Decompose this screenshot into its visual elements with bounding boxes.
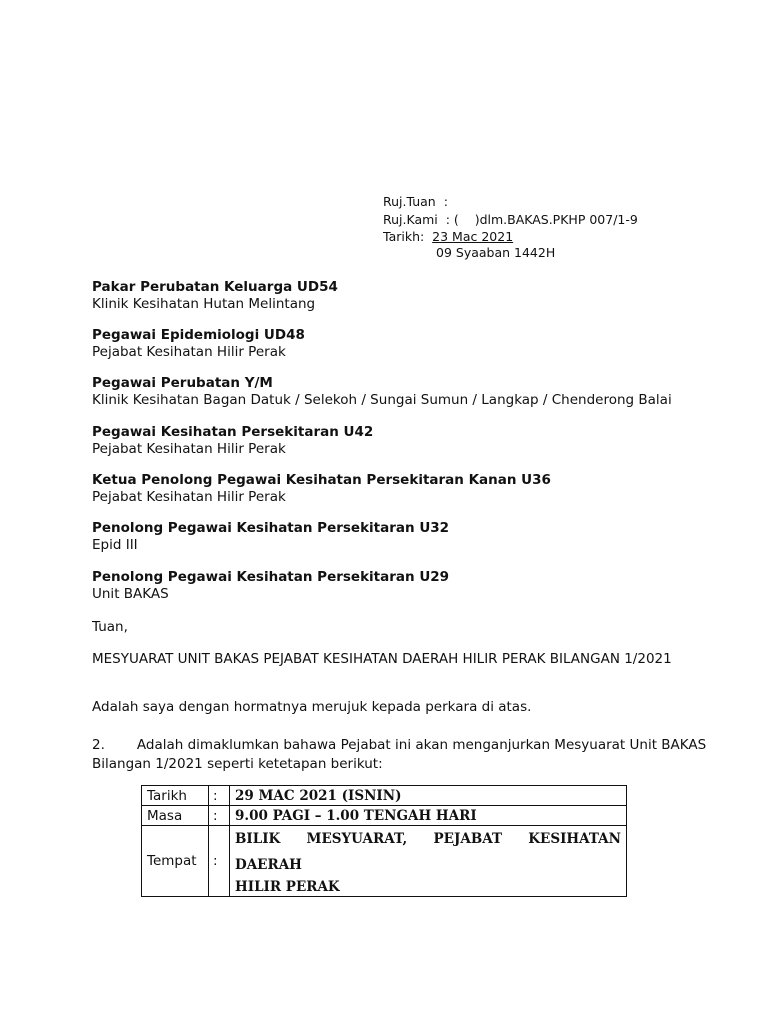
- row-label: Tempat: [142, 826, 209, 897]
- venue-line-1: BILIK MESYUARAT, PEJABAT KESIHATAN DAERAH: [235, 831, 621, 873]
- recipient-title: Pegawai Perubatan Y/M: [92, 375, 273, 391]
- recipient-7: [92, 569, 449, 603]
- row-value: 9.00 PAGI – 1.00 TENGAH HARI: [230, 806, 627, 826]
- paragraph-number: 2.: [92, 737, 105, 753]
- row-colon: :: [209, 826, 230, 897]
- venue-line-2: HILIR PERAK: [235, 879, 340, 895]
- table-row: [142, 826, 627, 897]
- ruj-tuan-line: [383, 193, 448, 211]
- tarikh-value: 23 Mac 2021: [432, 229, 514, 244]
- table-row: [142, 786, 627, 806]
- row-colon: :: [209, 806, 230, 826]
- row-label: Masa: [142, 806, 209, 826]
- row-colon: :: [209, 786, 230, 806]
- recipient-title: Penolong Pegawai Kesihatan Persekitaran U32: [92, 520, 450, 536]
- recipient-3: [92, 375, 672, 409]
- recipient-4: [92, 424, 373, 458]
- recipient-5: [92, 472, 551, 506]
- tarikh-label: Tarikh:: [383, 229, 425, 244]
- recipient-title: Pegawai Kesihatan Persekitaran U42: [92, 424, 374, 440]
- recipient-title: Penolong Pegawai Kesihatan Persekitaran U29: [92, 569, 450, 585]
- table-row: [142, 806, 627, 826]
- row-label: Tarikh: [142, 786, 209, 806]
- recipient-place: Klinik Kesihatan Hutan Melintang: [92, 296, 316, 312]
- recipient-6: [92, 520, 449, 554]
- recipient-place: Pejabat Kesihatan Hilir Perak: [92, 489, 286, 505]
- row-value: [230, 826, 627, 897]
- paragraph-1: Adalah saya dengan hormatnya merujuk kepada perkara di atas.: [92, 699, 532, 715]
- ruj-tuan-label: Ruj.Tuan: [383, 194, 436, 209]
- paragraph-2-text: Adalah dimaklumkan bahawa Pejabat ini akan menganjurkan Mesyuarat Unit BAKAS: [136, 737, 707, 753]
- paragraph-2-line-1: [92, 735, 706, 755]
- recipient-title: Pegawai Epidemiologi UD48: [92, 327, 305, 343]
- ruj-kami-label: Ruj.Kami: [383, 212, 438, 227]
- subject-heading: MESYUARAT UNIT BAKAS PEJABAT KESIHATAN DAERAH HILIR PERAK BILANGAN 1/2021: [92, 651, 672, 667]
- recipient-title: Ketua Penolong Pegawai Kesihatan Persekitaran Kanan U36: [92, 472, 551, 488]
- paragraph-2-line-2: Bilangan 1/2021 seperti ketetapan berikut:: [92, 756, 383, 772]
- ruj-kami-value: : ( )dlm.BAKAS.PKHP 007/1-9: [445, 212, 638, 227]
- recipient-place: Pejabat Kesihatan Hilir Perak: [92, 344, 286, 360]
- recipient-2: [92, 327, 305, 361]
- recipient-place: Klinik Kesihatan Bagan Datuk / Selekoh / Sungai Sumun / Langkap / Chenderong Balai: [92, 392, 672, 408]
- recipient-place: Pejabat Kesihatan Hilir Perak: [92, 441, 286, 457]
- ruj-tuan-sep: :: [443, 194, 448, 209]
- recipient-place: Unit BAKAS: [92, 586, 169, 602]
- ruj-kami-line: [383, 211, 638, 229]
- recipient-title: Pakar Perubatan Keluarga UD54: [92, 279, 338, 295]
- salutation: Tuan,: [92, 619, 128, 635]
- recipient-1: [92, 279, 338, 313]
- hijri-date: 09 Syaaban 1442H: [436, 245, 556, 260]
- row-value: 29 MAC 2021 (ISNIN): [230, 786, 627, 806]
- meeting-details-table: [141, 785, 627, 897]
- recipient-place: Epid III: [92, 537, 138, 553]
